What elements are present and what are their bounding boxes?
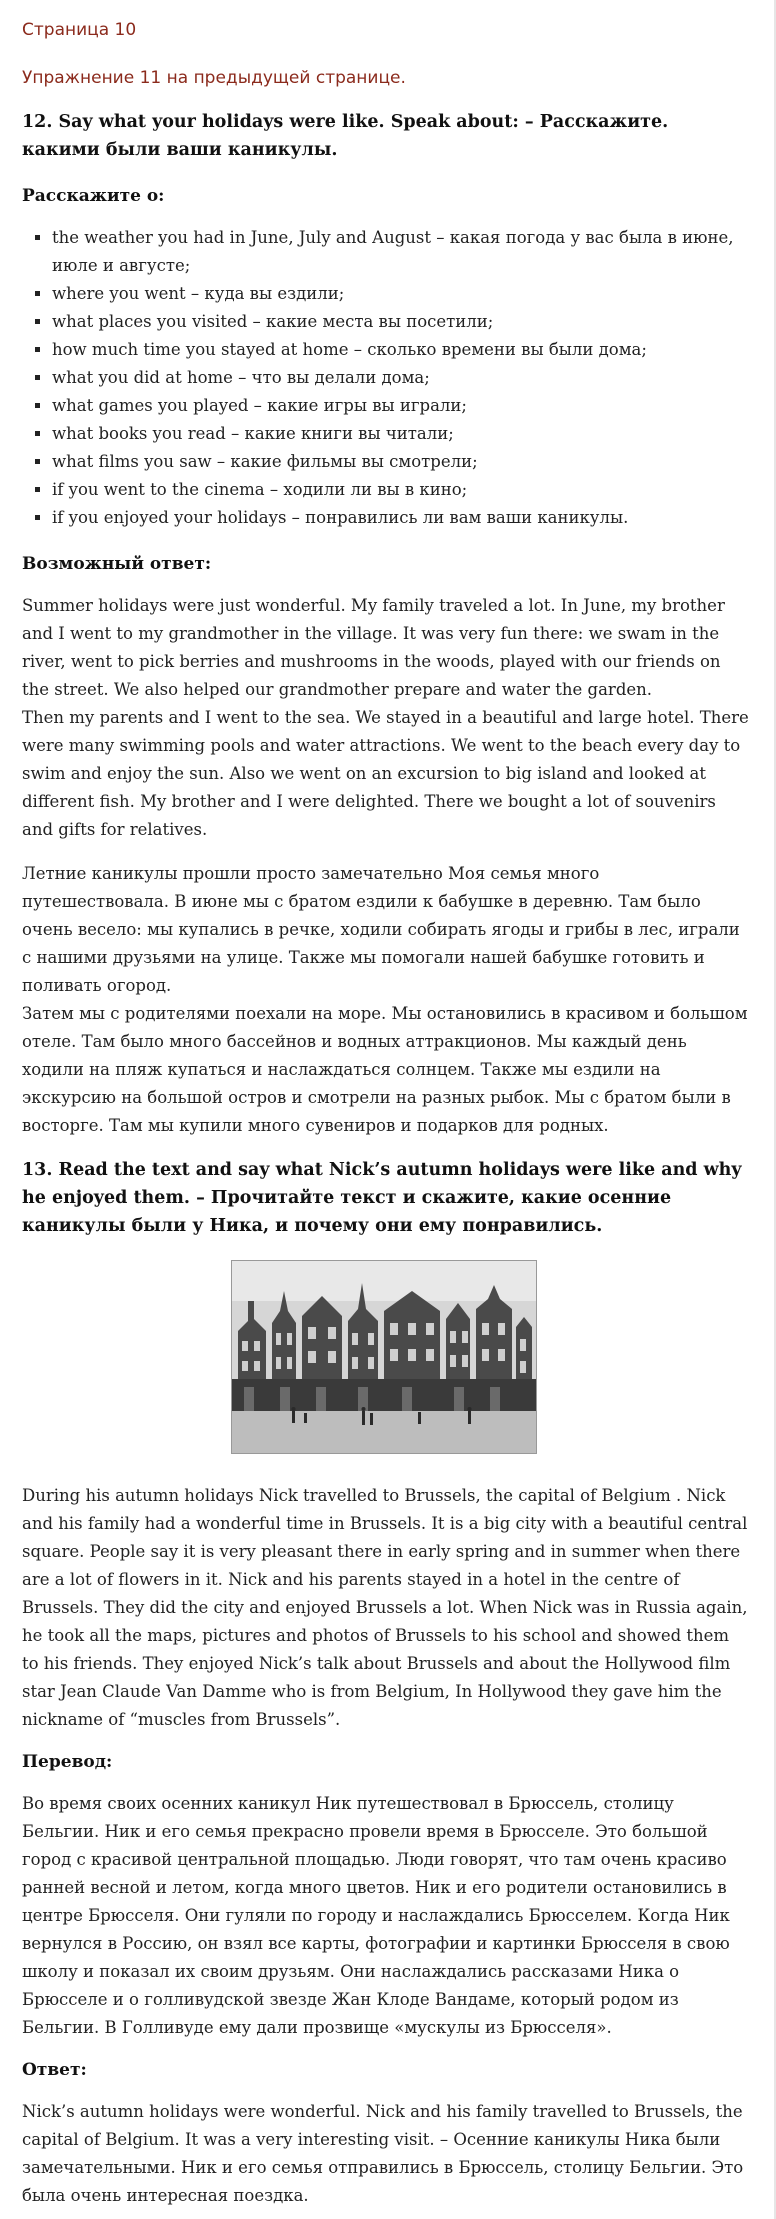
- exercise-13-title: 13. Read the text and say what Nick’s autumn holidays were like and why he enjoyed them. – Прочитайте текст и скажите, какие осенние каникулы были у Ника, и почему они ему понравились.: [22, 1160, 742, 1236]
- brussels-square-illustration: [232, 1261, 536, 1453]
- previous-exercise-link[interactable]: Упражнение 11 на предыдущей странице.: [22, 68, 406, 88]
- translation-heading: Перевод:: [22, 1752, 113, 1772]
- list-item: ▪ the weather you had in June, July and August – какая погода у вас была в июне, июле и августе;: [52, 224, 750, 280]
- list-item: ▪ what you did at home – что вы делали дома;: [52, 364, 750, 392]
- list-item: ▪ where you went – куда вы ездили;: [52, 280, 750, 308]
- nick-story-russian: Во время своих осенних каникул Ник путешествовал в Брюссель, столицу Бельгии. Ник и его семья прекрасно провели время в Брюсселе. Это большой город с красивой центральной площадью. Люди говорят, что там очень красиво ранней весной и летом, когда много цветов. Ник и его родители остановились в центре Брюсселя. Они гуляли по городу и наслаждались Брюсселем. Когда Ник вернулся в Россию, он взял все карты, фотографии и картинки Брюсселя в свою школу и показал их своим друзьям. Они наслаждались рассказами Ника о Брюсселе и о голливудской звезде Жан Клоде Вандаме, который родом из Бельгии. В Голливуде ему дали прозвище «мускулы из Брюсселя».: [22, 1794, 730, 2037]
- list-item: ▪ what books you read – какие книги вы читали;: [52, 420, 750, 448]
- list-item: ▪ what films you saw – какие фильмы вы смотрели;: [52, 448, 750, 476]
- nick-story-english: During his autumn holidays Nick travelled to Brussels, the capital of Belgium . Nick and his family had a wonderful time in Brussels. It is a big city with a beautiful central square. People say it is very pleasant there in early spring and in summer when there are a lot of flowers in it. Nick and his parents stayed in a hotel in the centre of Brussels. They did the city and enjoyed Brussels a lot. When Nick was in Russia again, he took all the maps, pictures and photos of Brussels to his school and showed them to his friends. They enjoyed Nick’s talk about Brussels and about the Hollywood film star Jean Claude Van Damme who is from Belgium, In Hollywood they gave him the nickname of “muscles from Brussels”.: [22, 1486, 748, 1729]
- exercise-12-title: 12. Say what your holidays were like. Speak about: – Расскажите. какими были ваши каникулы.: [22, 112, 669, 160]
- possible-answer-heading: Возможный ответ:: [22, 554, 212, 574]
- answer-russian-part-1: Летние каникулы прошли просто замечательно Моя семья много путешествовала. В июне мы с братом ездили к бабушке в деревню. Там было очень весело: мы купались в речке, ходили собирать ягоды и грибы в лес, играли с нашими друзьями на улице. Также мы помогали нашей бабушке готовить и поливать огород.: [22, 864, 740, 995]
- topics-list: [22, 224, 750, 532]
- brussels-square-photo: [231, 1260, 537, 1454]
- tell-about-heading: Расскажите о:: [22, 186, 165, 206]
- answer-english-continued: [22, 704, 750, 844]
- list-item: ▪ if you went to the cinema – ходили ли вы в кино;: [52, 476, 750, 504]
- answer-heading: Ответ:: [22, 2060, 87, 2080]
- list-item: ▪ what places you visited – какие места вы посетили;: [52, 308, 750, 336]
- list-item: ▪ what games you played – какие игры вы играли;: [52, 392, 750, 420]
- answer-english-part-2: Then my parents and I went to the sea. We stayed in a beautiful and large hotel. There were many swimming pools and water attractions. We went to the beach every day to swim and enjoy the sun. Also we went on an excursion to big island and looked at different fish. My brother and I were delighted. There we bought a lot of souvenirs and gifts for relatives.: [22, 708, 749, 839]
- answer-russian: [22, 860, 750, 1000]
- list-item: ▪ if you enjoyed your holidays – понравились ли вам ваши каникулы.: [52, 504, 750, 532]
- list-item: ▪ how much time you stayed at home – сколько времени вы были дома;: [52, 336, 750, 364]
- answer-english-part-1: Summer holidays were just wonderful. My family traveled a lot. In June, my brother and I went to my grandmother in the village. It was very fun there: we swam in the river, went to pick berries and mushrooms in the woods, played with our friends on the street. We also helped our grandmother prepare and water the garden.: [22, 596, 725, 699]
- article-content: [22, 18, 750, 2210]
- answer-english: [22, 592, 750, 704]
- page-number-link[interactable]: Страница 10: [22, 20, 137, 40]
- exercise-13-answer: Nick’s autumn holidays were wonderful. Nick and his family travelled to Brussels, the capital of Belgium. It was a very interesting visit. – Осенние каникулы Ника были замечательными. Ник и его семья отправились в Брюссель, столицу Бельгии. Это была очень интересная поездка.: [22, 2102, 744, 2205]
- answer-russian-continued: [22, 1000, 750, 1140]
- answer-russian-part-2: Затем мы с родителями поехали на море. Мы остановились в красивом и большом отеле. Там было много бассейнов и водных аттракционов. Мы каждый день ходили на пляж купаться и наслаждаться солнцем. Также мы ездили на экскурсию на большой остров и смотрели на разных рыбок. Мы с братом были в восторге. Там мы купили много сувениров и подарков для родных.: [22, 1004, 748, 1135]
